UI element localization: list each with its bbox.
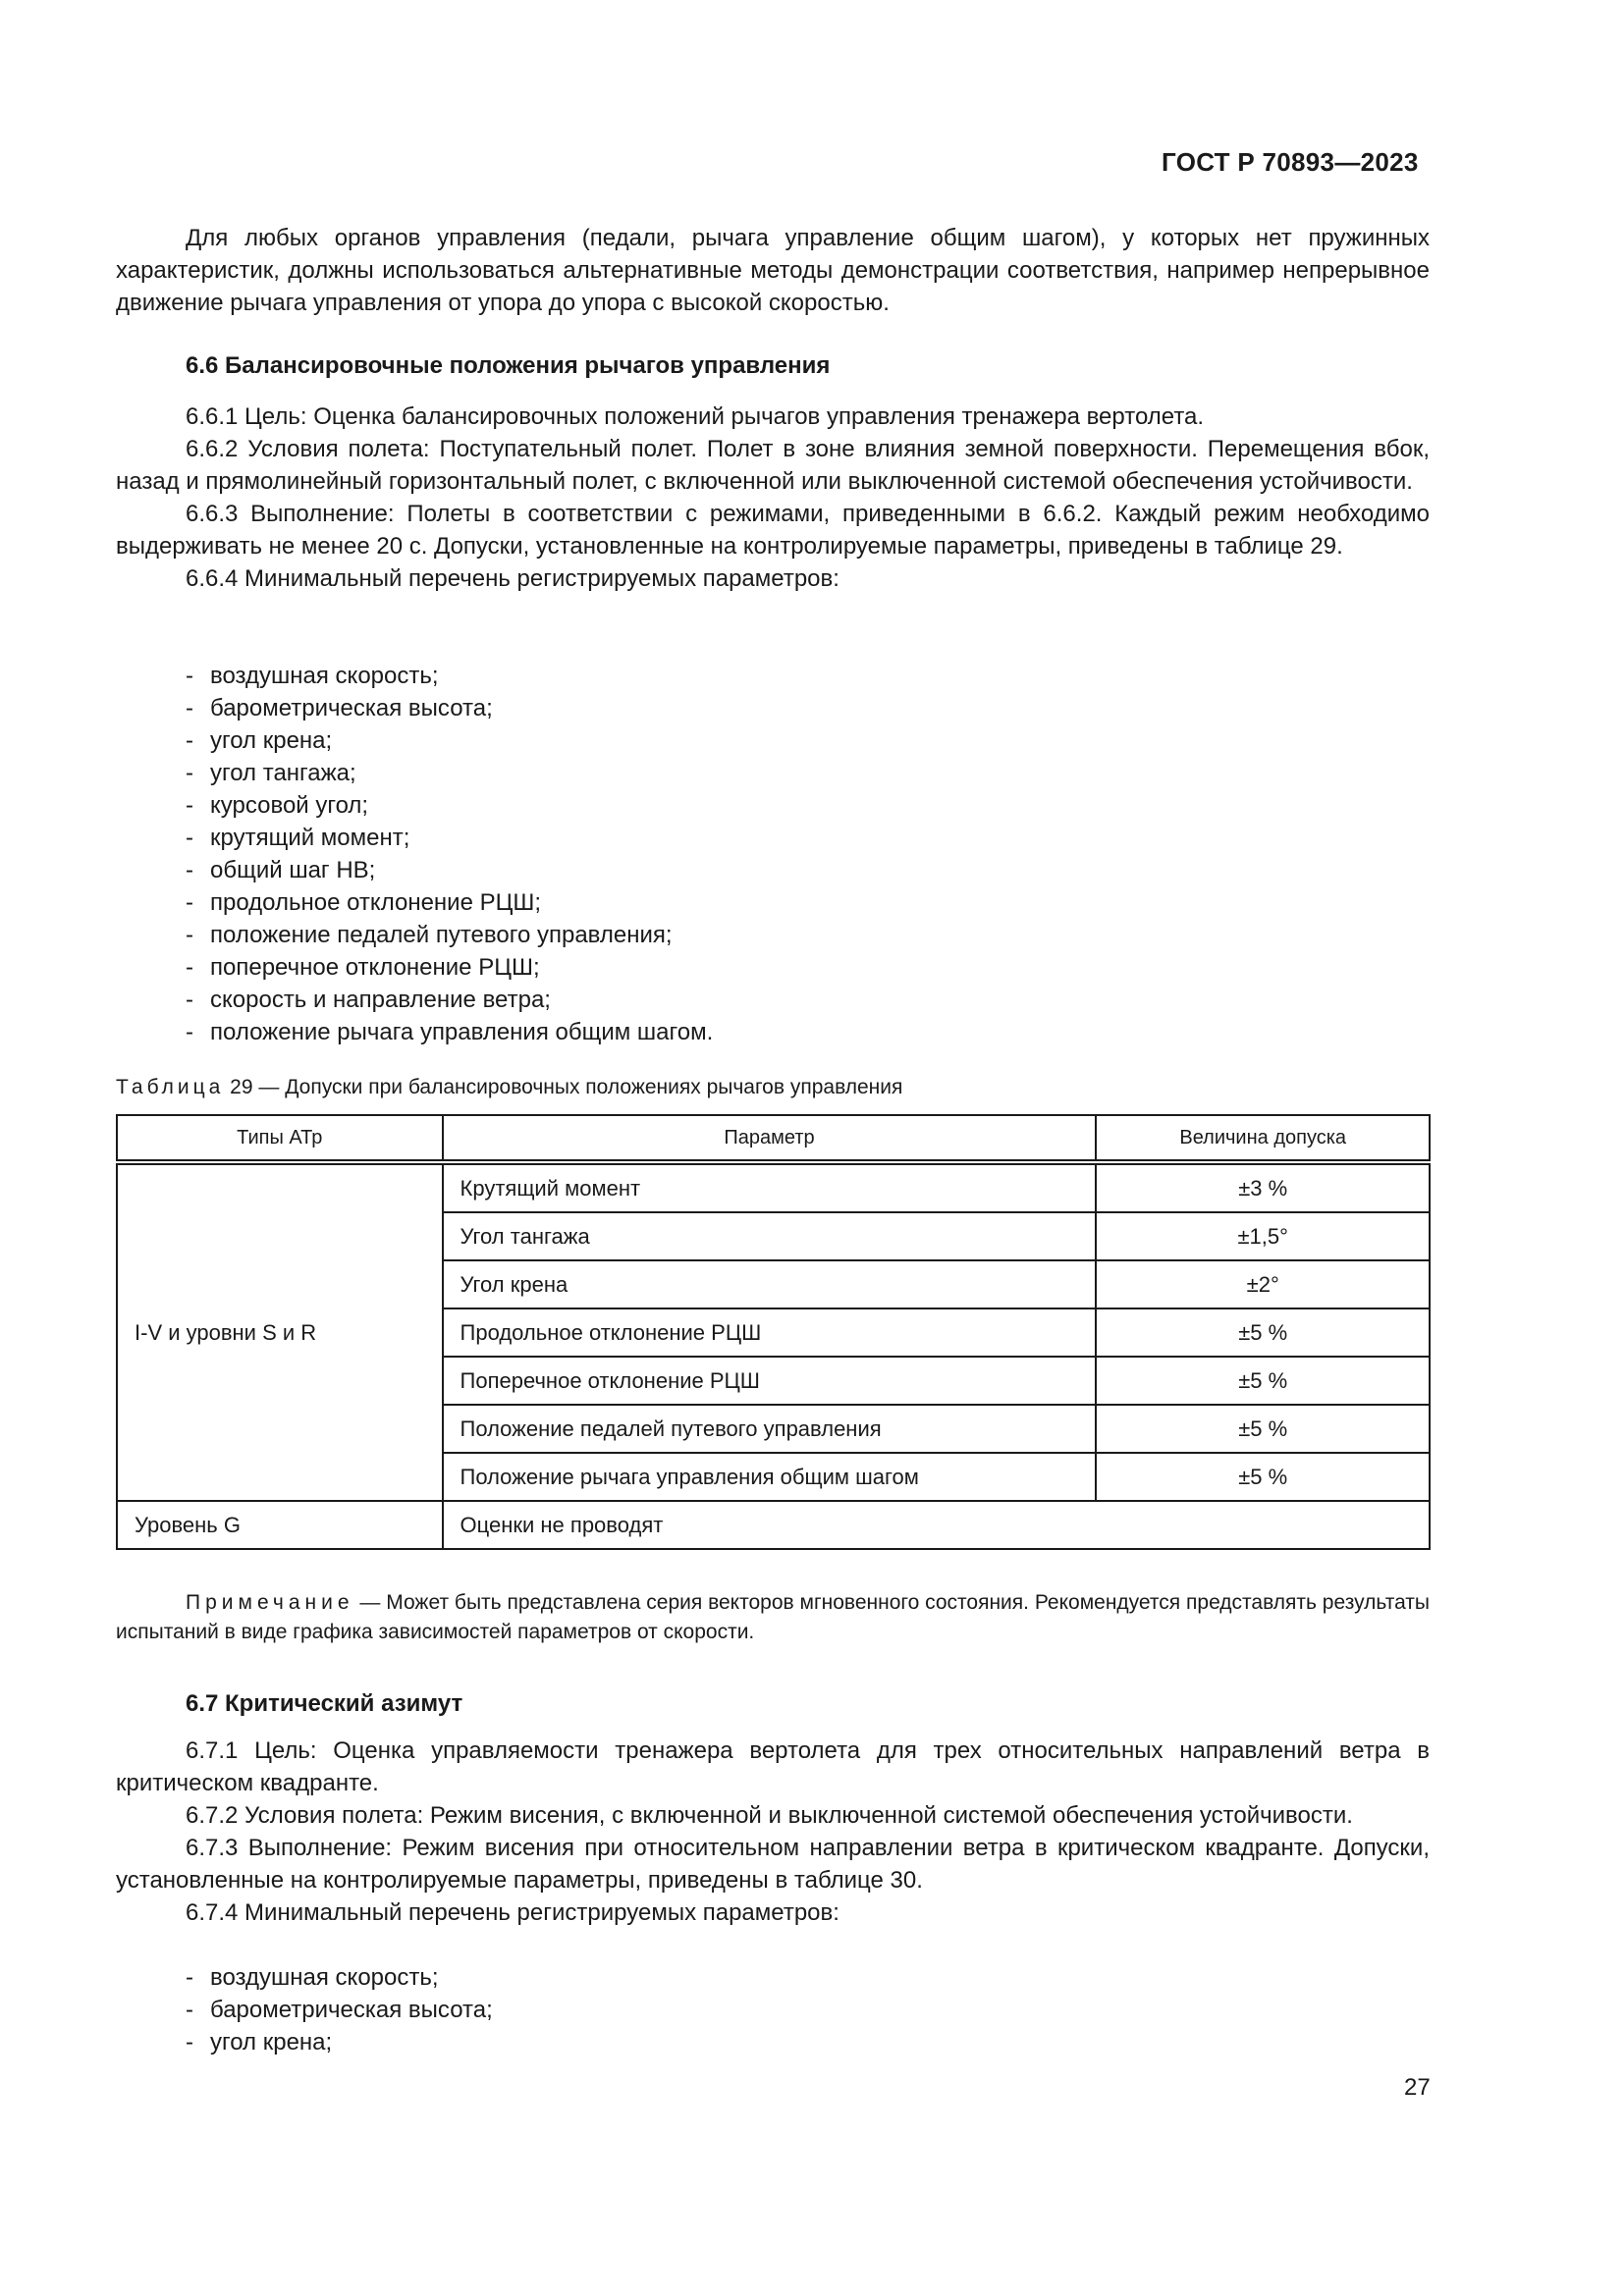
param-cell: Угол тангажа (443, 1212, 1097, 1260)
type-cell-group2: Уровень G (117, 1501, 443, 1549)
paragraph-6-7-2: 6.7.2 Условия полета: Режим висения, с включенной и выключенной системой обеспечения устойчивости. (186, 1802, 1353, 1829)
list-item: - положение рычага управления общим шагом. (186, 1019, 714, 1045)
paragraph-6-6-3: 6.6.3 Выполнение: Полеты в соответствии с режимами, приведенными в 6.6.2. Каждый режим необходимо выдерживать не менее 20 с. Допуски, установленные на контролируемые параметры, приведены в таблице 29. (116, 501, 1430, 560)
tolerance-cell: ±3 % (1096, 1162, 1430, 1212)
parameters-list-6-7 (186, 1961, 493, 2058)
group2-value-cell: Оценки не проводят (443, 1501, 1430, 1549)
tolerance-cell: ±5 % (1096, 1308, 1430, 1357)
tolerance-cell: ±2° (1096, 1260, 1430, 1308)
param-cell: Продольное отклонение РЦШ (443, 1308, 1097, 1357)
param-cell: Положение рычага управления общим шагом (443, 1453, 1097, 1501)
list-item: - барометрическая высота; (186, 695, 493, 721)
table-29 (116, 1114, 1431, 1550)
list-item: - положение педалей путевого управления; (186, 922, 673, 948)
section-6-6-body (116, 400, 1430, 595)
list-item: - угол крена; (186, 727, 333, 754)
note-text: — Может быть представлена серия векторов мгновенного состояния. Рекомендуется представлять результаты испытаний в виде графика зависимостей параметров от скорости. (116, 1591, 1430, 1643)
paragraph-6-6-4: 6.6.4 Минимальный перечень регистрируемых параметров: (186, 565, 839, 592)
caption-text: 29 — Допуски при балансировочных положениях рычагов управления (224, 1076, 903, 1098)
list-item: - общий шаг НВ; (186, 857, 376, 883)
list-item: - барометрическая высота; (186, 1997, 493, 2023)
list-item: - угол крена; (186, 2029, 333, 2056)
section-6-6-title: 6.6 Балансировочные положения рычагов управления (186, 352, 831, 379)
paragraph-6-6-1: 6.6.1 Цель: Оценка балансировочных положений рычагов управления тренажера вертолета. (186, 403, 1205, 430)
table-note (116, 1588, 1430, 1647)
table-row (117, 1162, 1430, 1212)
list-item: - курсовой угол; (186, 792, 369, 819)
intro-paragraph (116, 222, 1430, 319)
section-6-7-title: 6.7 Критический азимут (186, 1690, 463, 1717)
list-item: - воздушная скорость; (186, 1964, 439, 1991)
header-parameter: Параметр (443, 1115, 1097, 1162)
document-header-id: ГОСТ Р 70893—2023 (1162, 147, 1419, 177)
list-item: - угол тангажа; (186, 760, 356, 786)
paragraph-6-6-2: 6.6.2 Условия полета: Поступательный полет. Полет в зоне влияния земной поверхности. Перемещения вбок, назад и прямолинейный горизонтальный полет, с включенной или выключенной системой обеспечения устойчивости. (116, 436, 1430, 495)
tolerance-cell: ±5 % (1096, 1357, 1430, 1405)
param-cell: Поперечное отклонение РЦШ (443, 1357, 1097, 1405)
paragraph-6-7-1: 6.7.1 Цель: Оценка управляемости тренажера вертолета для трех относительных направлений ветра в критическом квадранте. (116, 1737, 1430, 1796)
caption-label: Таблица (116, 1076, 225, 1098)
list-item: - крутящий момент; (186, 825, 410, 851)
section-6-7-body (116, 1735, 1430, 1929)
param-cell: Угол крена (443, 1260, 1097, 1308)
parameters-list-6-6 (186, 660, 713, 1048)
intro-text: Для любых органов управления (педали, рычага управление общим шагом), у которых нет пружинных характеристик, должны использоваться альтернативные методы демонстрации соответствия, например непрерывное движение рычага управления от упора до упора с высокой скоростью. (116, 225, 1430, 316)
param-cell: Положение педалей путевого управления (443, 1405, 1097, 1453)
paragraph-6-7-3: 6.7.3 Выполнение: Режим висения при относительном направлении ветра в критическом квадранте. Допуски, установленные на контролируемые параметры, приведены в таблице 30. (116, 1835, 1430, 1894)
tolerance-cell: ±5 % (1096, 1405, 1430, 1453)
table-row (117, 1501, 1430, 1549)
list-item: - воздушная скорость; (186, 663, 439, 689)
header-tolerance: Величина допуска (1096, 1115, 1430, 1162)
type-cell-group1: I-V и уровни S и R (117, 1162, 443, 1501)
page-number: 27 (1404, 2074, 1431, 2101)
tolerance-cell: ±1,5° (1096, 1212, 1430, 1260)
table-header-row (117, 1115, 1430, 1162)
list-item: - скорость и направление ветра; (186, 987, 551, 1013)
note-label: Примечание (186, 1591, 354, 1614)
paragraph-6-7-4: 6.7.4 Минимальный перечень регистрируемых параметров: (186, 1899, 839, 1926)
list-item: - продольное отклонение РЦШ; (186, 889, 542, 916)
tolerance-cell: ±5 % (1096, 1453, 1430, 1501)
param-cell: Крутящий момент (443, 1162, 1097, 1212)
list-item: - поперечное отклонение РЦШ; (186, 954, 540, 981)
header-type: Типы АТр (117, 1115, 443, 1162)
table-29-caption (116, 1073, 902, 1102)
